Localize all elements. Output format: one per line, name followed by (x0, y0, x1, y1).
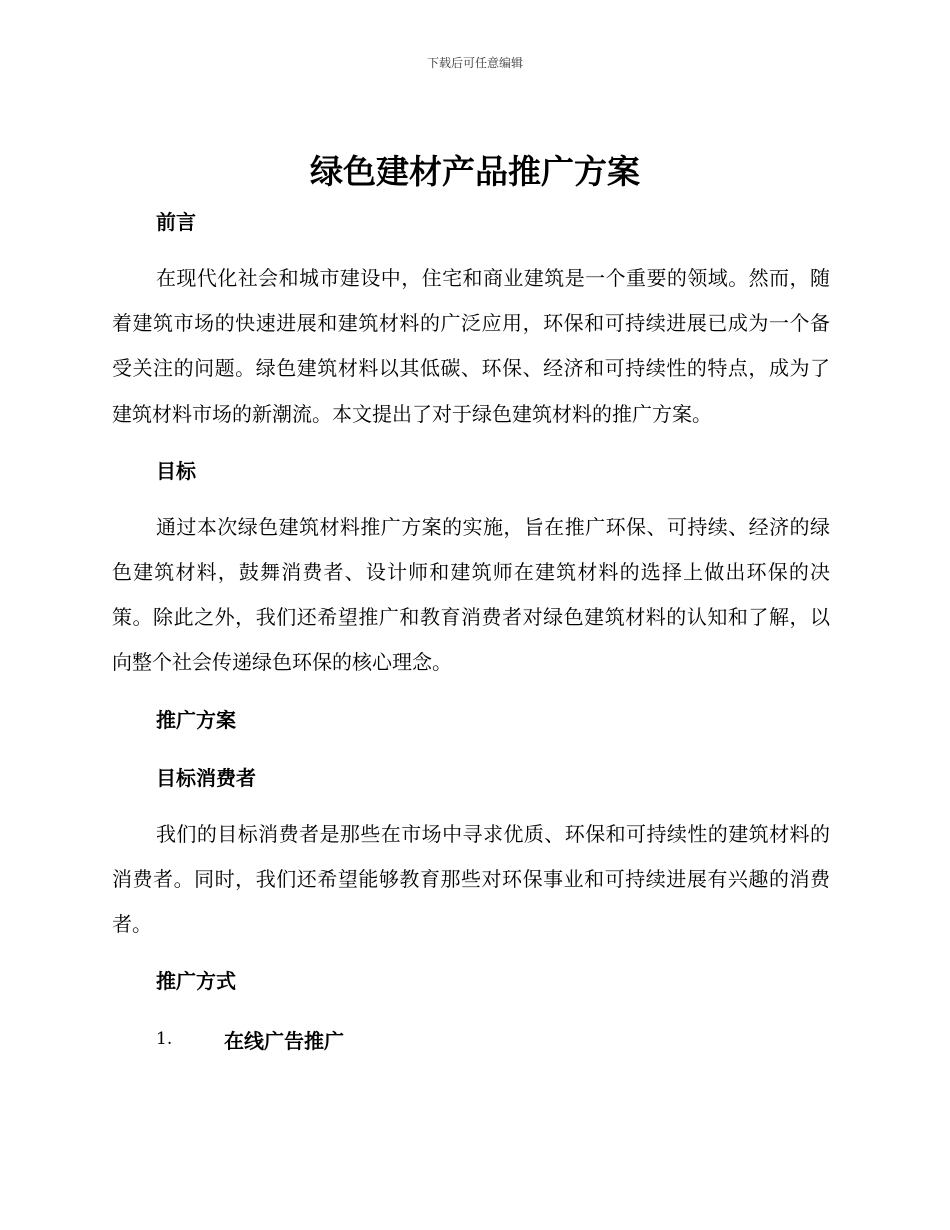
document-title: 绿色建材产品推广方案 (310, 152, 640, 191)
list-item-number: 1. (156, 1029, 173, 1050)
heading-plan: 推广方案 (156, 707, 236, 732)
heading-preface: 前言 (156, 210, 196, 234)
paragraph-target-consumers: 我们的目标消费者是那些在市场中寻求优质、环保和可持续性的建筑材料的消费者。同时，我们还希望能够教育那些对环保事业和可持续进展有兴趣的消费者。 (112, 821, 830, 937)
paragraph-goal: 通过本次绿色建筑材料推广方案的实施，旨在推广环保、可持续、经济的绿色建筑材料，鼓舞消费者、设计师和建筑师在建筑材料的选择上做出环保的决策。除此之外，我们还希望推广和教育消费者对绿色建筑材料的认知和了解，以向整个社会传递绿色环保的核心理念。 (112, 514, 830, 675)
list-item-label: 在线广告推广 (224, 1028, 344, 1053)
heading-methods: 推广方式 (156, 969, 236, 994)
heading-target-consumers: 目标消费者 (156, 765, 256, 790)
heading-goal: 目标 (156, 458, 196, 483)
document-body (112, 200, 830, 1061)
list-item (112, 1017, 830, 1061)
page-header: 下载后可任意编辑 (426, 56, 523, 70)
paragraph-preface: 在现代化社会和城市建设中，住宅和商业建筑是一个重要的领域。然而，随着建筑市场的快速进展和建筑材料的广泛应用，环保和可持续进展已成为一个备受关注的问题。绿色建筑材料以其低碳、环保、经济和可持续性的特点，成为了建筑材料市场的新潮流。本文提出了对于绿色建筑材料的推广方案。 (112, 266, 830, 426)
